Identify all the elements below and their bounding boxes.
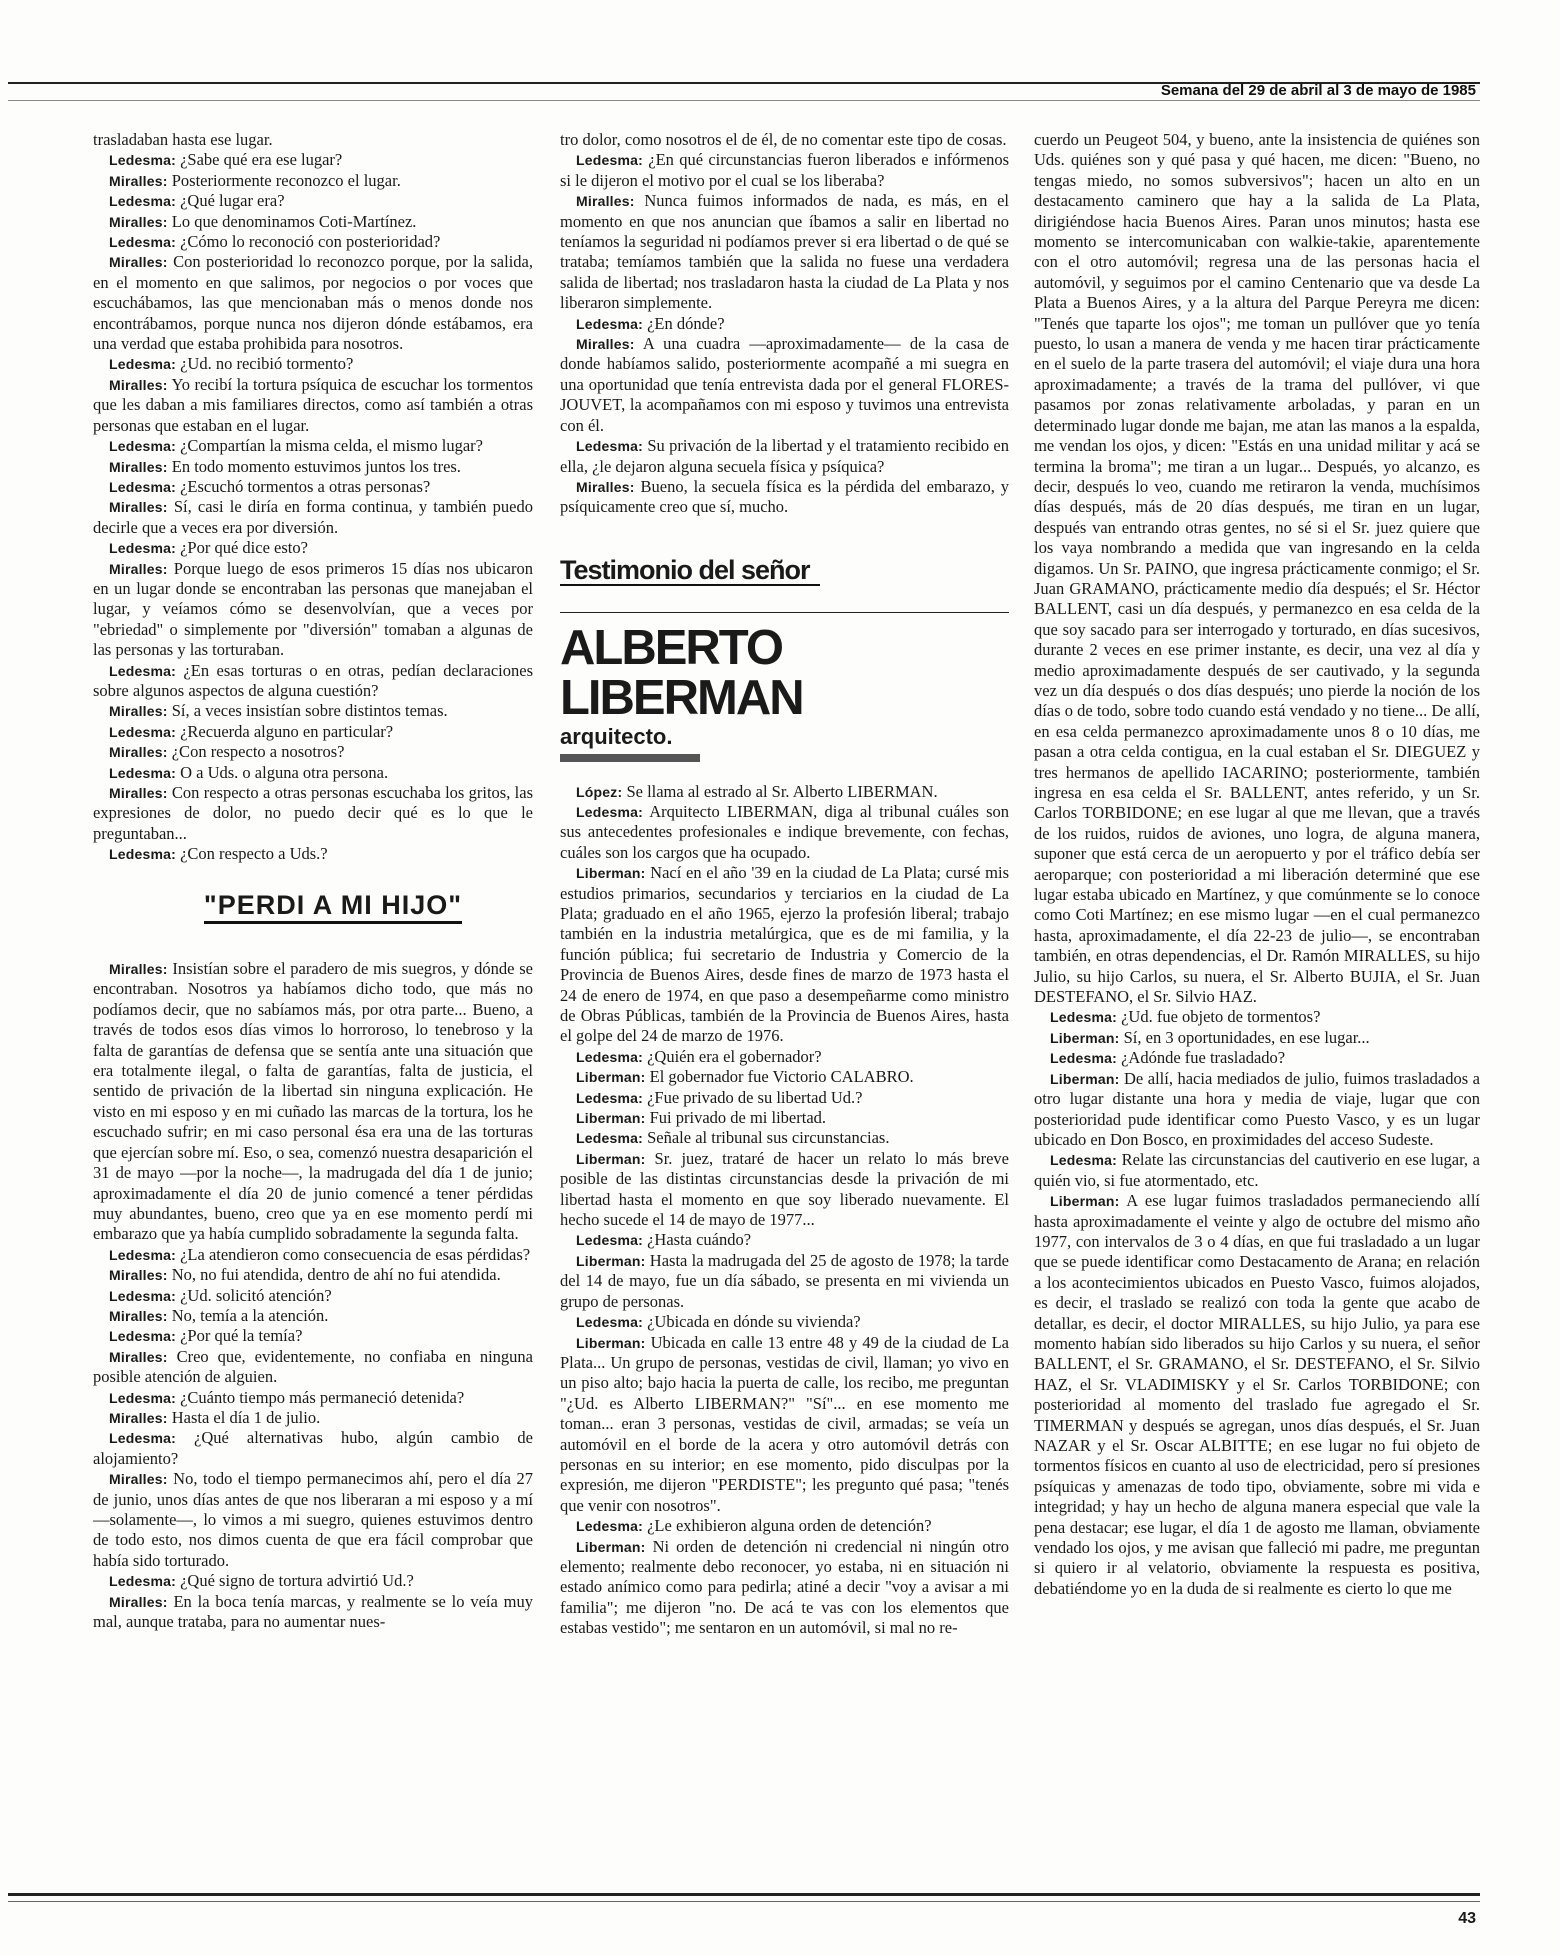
paragraph: Ledesma: ¿Qué lugar era?: [109, 191, 285, 211]
paragraph: Liberman: De allí, hacia mediados de julio, fuimos trasladados a otro lugar distante una hora y media de viaje, lugar que con posterioridad pude identificar como Puesto Vasco, y es un lugar ubicado en Don Bosco, en proximidades del acceso Sudeste.: [1034, 1068, 1480, 1149]
paragraph: Ledesma: ¿Recuerda alguno en particular?: [109, 721, 394, 741]
col1-dialogue-2: [93, 959, 533, 1632]
paragraph: López: Se llama al estrado al Sr. Alberto LIBERMAN.: [576, 781, 938, 801]
paragraph: Miralles: ¿Con respecto a nosotros?: [109, 742, 345, 762]
paragraph: Ledesma: ¿Hasta cuándo?: [576, 1230, 752, 1250]
paragraph: Miralles: En todo momento estuvimos juntos los tres.: [109, 456, 461, 476]
paragraph: Ledesma: ¿Con respecto a Uds.?: [109, 844, 328, 864]
paragraph: Miralles: Con respecto a otras personas escuchaba los gritos, las expresiones de dolor, no puedo decir qué es lo que le preguntaban...: [93, 783, 533, 843]
column-1: [93, 130, 533, 1875]
paragraph: Ledesma: ¿Por qué la temía?: [109, 1326, 303, 1346]
paragraph: Miralles: Bueno, la secuela física es la pérdida del embarazo, y psíquicamente creo que sí, mucho.: [560, 476, 1009, 517]
paragraph: Ledesma: O a Uds. o alguna otra persona.: [109, 762, 389, 782]
paragraph: Miralles: Yo recibí la tortura psíquica de escuchar los tormentos que les daban a mis familiares directos, como así también a otras personas que estaban en el lugar.: [93, 374, 533, 435]
paragraph: cuerdo un Peugeot 504, y bueno, ante la insistencia de quiénes son Uds. quiénes son y qué pasa y qué hacen, me dicen: "Bueno, no tengas miedo, no somos subversivos"; hacen un alto en un destacamento caminero que hay a la salida de La Plata, dirigiéndose hacia Buenos Aires. Paran unos minutos; hasta ese momento se intercomunicaban con walkie-takie, aparentemente con el otro automóvil; regresa una de las personas hacia el automóvil, y seguimos por el camino Centenario que va desde La Plata a Buenos Aires, y a la altura del Parque Pereyra me dicen: "Tenés que taparte los ojos"; me toman un pullóver que yo tenía puesto, lo usan a manera de venda y me hacen tirar prácticamente en el suelo de la parte trasera del automóvil; el viaje dura una hora aproximadamente; a través de la trama del pullóver, vi que pasamos por zonas relativamente arboladas, y paran en un determinado lugar donde me bajan, me atan las manos a la espalda, me vendan los ojos, y dicen: "Estás en una unidad militar y acá se termina la broma"; me tiran a un lugar... Después, yo alcanzo, es decir, después lo veo, cuando me retiraron la venda, muchísimos días después, más de 20 días después, me tiran en un lugar, después van entrando otras gentes, no sé si el Sr. juez quiere que los vaya nombrando a medida que van ingresando en la celda digamos. Un Sr. PAINO, que ingresa prácticamente conmigo; el Sr. Juan GRAMANO, prácticamente medio día después; el Sr. Héctor BALLENT, casi un día después, y permanezco en esa celda de la que soy sacado para ser interrogado y torturado, en días sucesivos, durante 2 veces en ese primer instante, es decir, una vez al día y medio aproximadamente después de ser cautivado, y la segunda vez un día después o dos días después; uno pierde la noción de los días o de todo, sobre todo cuando está vendado y no tiene... De allí, en esa celda permanezco aproximadamente unos 8 o 10 días, me pasan a otra celda contigua, en la cual estaban el Sr. DIEGUEZ y tres hermanos de apellido IACARINO; posteriormente, también ingresa en esa celda el Sr. BALLENT, antes referido, y un Sr. Carlos TORBIDONE; en ese lugar al que me llevan, que a través de los ruidos, ruidos de aviones, uno logra, de alguna manera, suponer que está cerca de un aeropuerto y por el tráfico debía ser aeroparque; con posterioridad a mi liberación determiné que ese lugar estaba ubicado en Martínez, y que comúnmente se lo conoce como Coti Martínez; en ese mismo lugar —en el cual permanezco hasta, aproximadamente, el día 22-23 de julio—, se encontraban también, en otras dependencias, el Dr. Ramón MIRALLES, su hijo Julio, su hijo Carlos, su nuera, el Sr. Alberto BUJIA, el Sr. Juan DESTEFANO, el Sr. Silvio HAZ.: [1034, 130, 1480, 1007]
paragraph: Liberman: Nací en el año '39 en la ciudad de La Plata; cursé mis estudios primarios, secundarios y terciarios en la ciudad de La Plata; graduado en el año 1965, ejerzo la profesión liberal; trabajo también en la industria metalúrgica, que es de mi familia, y la función pública; fui secretario de Industria y Comercio de la Provincia de Buenos Aires, desde fines de marzo de 1973 hasta el 24 de enero de 1974, en que paso a desempeñarme como ministro de Obras Públicas, también de la Provincia de Buenos Aires, hasta el golpe del 24 de marzo de 1976.: [560, 863, 1009, 1046]
paragraph: Miralles: A una cuadra —aproximadamente— de la casa de donde habíamos salido, posteriormente acompañé a mi suegra en una oportunidad que tenía entrevista dada por el general FLORES-JOUVET, la acompañamos con mi esposo y tuvimos una entrevista con él.: [560, 334, 1009, 435]
paragraph: Miralles: No, temía a la atención.: [109, 1305, 329, 1325]
paragraph: Ledesma: ¿Quién era el gobernador?: [576, 1046, 822, 1066]
col1-dialogue: [93, 130, 533, 865]
witness-name: ALBERTO LIBERMAN: [560, 612, 1009, 723]
page-number: 43: [1458, 1910, 1476, 1927]
paragraph: tro dolor, como nosotros el de él, de no comentar este tipo de cosas.: [560, 130, 1007, 149]
paragraph: Ledesma: ¿Ud. solicitó atención?: [109, 1285, 332, 1305]
paragraph: Miralles: Sí, a veces insistían sobre distintos temas.: [109, 701, 448, 721]
paragraph: Liberman: Hasta la madrugada del 25 de agosto de 1978; la tarde del 14 de mayo, fue un día sábado, se presenta en mi vivienda un grupo de personas.: [560, 1250, 1009, 1311]
paragraph: Miralles: Sí, casi le diría en forma continua, y también puedo decirle que a veces era por diversión.: [93, 497, 533, 537]
paragraph: Liberman: A ese lugar fuimos trasladados permaneciendo allí hasta aproximadamente el veinte y algo de octubre del mismo año 1977, con intervalos de 3 o 4 días, en que fui trasladado a un lugar que se puede identificar como Destacamento de Arana; en relación a los acontecimientos ubicados en Puesto Vasco, fuimos alojados, es decir, el traslado se realizó con toda la gente que acabo de detallar, es decir, el doctor MIRALLES, su hijo Julio, ya para ese momento habían sido liberados su hijo Carlos y su nuera, el señor BALLENT, el Sr. GRAMANO, el Sr. DESTEFANO, el Sr. Silvio HAZ, el Sr. VLADIMISKY y el Sr. Carlos TORBIDONE; con posterioridad al momento del traslado fue agregado el Sr. TIMERMAN y después se agregan, unos días después, el Sr. Juan NAZAR y el Sr. Oscar ALBITTE; en ese lugar no fui objeto de tormentos físicos en cuanto al uso de electricidad, pero sí presiones psíquicas y amenazas de todo tipo, obviamente, sobre mi vida e integridad; y hay un hecho de alguna manera especial que vale la pena destacar; ese lugar, el día 1 de agosto me llaman, obviamente vendado los ojos, y me avisan que falleció mi padre, me preguntan si quiero ir al velatorio, obviamente la respuesta es positiva, debatiéndome yo en la duda de si realmente es cierto lo que me: [1034, 1191, 1480, 1598]
paragraph: Miralles: En la boca tenía marcas, y realmente se lo veía muy mal, aunque trataba, para no aumentar nues-: [93, 1591, 533, 1632]
paragraph: Miralles: Posteriormente reconozco el lugar.: [109, 170, 401, 190]
paragraph: Liberman: El gobernador fue Victorio CALABRO.: [576, 1067, 914, 1087]
paragraph: Ledesma: ¿Sabe qué era ese lugar?: [109, 150, 343, 170]
paragraph: Ledesma: ¿Ud. fue objeto de tormentos?: [1050, 1007, 1321, 1027]
paragraph: Ledesma: ¿Compartían la misma celda, el mismo lugar?: [109, 436, 483, 456]
footer-rule: [8, 1893, 1480, 1896]
paragraph: Ledesma: ¿Escuchó tormentos a otras personas?: [109, 476, 431, 496]
col2-dialogue: [560, 130, 1009, 518]
paragraph: Ledesma: Su privación de la libertad y el tratamiento recibido en ella, ¿le dejaron alguna secuela física y psíquica?: [560, 436, 1009, 476]
col2-dialogue-2: [560, 782, 1009, 1639]
paragraph: Ledesma: ¿Por qué dice esto?: [109, 538, 308, 558]
column-2: [560, 130, 1009, 1875]
paragraph: Ledesma: ¿En qué circunstancias fueron liberados e infórmenos si le dijeron el motivo por el cual se los liberaba?: [560, 150, 1009, 190]
paragraph: Ledesma: ¿La atendieron como consecuencia de esas pérdidas?: [109, 1244, 531, 1264]
paragraph: Miralles: Porque luego de esos primeros 15 días nos ubicaron en un lugar donde se encontraban las personas que manejaban el lugar, y veíamos cómo se desenvolvían, que a veces por "ebriedad" o simplemente por "diversión" tomaban a algunas de las personas y las torturaban.: [93, 558, 533, 660]
paragraph: Ledesma: ¿Fue privado de su libertad Ud.?: [576, 1087, 863, 1107]
paragraph: Ledesma: ¿Cuánto tiempo más permaneció detenida?: [109, 1387, 465, 1407]
paragraph: Ledesma: ¿Ud. no recibió tormento?: [109, 354, 354, 374]
issue-date: Semana del 29 de abril al 3 de mayo de 1985: [1160, 82, 1476, 99]
paragraph: Ledesma: ¿En dónde?: [576, 313, 725, 333]
paragraph: Miralles: Hasta el día 1 de julio.: [109, 1407, 321, 1427]
footer-rule-thin: [8, 1901, 1480, 1902]
paragraph: Miralles: No, todo el tiempo permanecimos ahí, pero el día 27 de junio, unos días antes de que nos liberaran a mi esposo y a mí —solamente—, lo vimos a mi suegro, quienes estuvimos dentro de todo esto, nos dimos cuenta de que era fácil comprobar que había sido torturado.: [93, 1469, 533, 1570]
paragraph: Miralles: Insistían sobre el paradero de mis suegros, y dónde se encontraban. Nosotros ya habíamos dicho todo, que más no podíamos decir, que no sabíamos más, por otra parte... Bueno, a través de todos esos días vimos lo horroroso, lo tenebroso y la falta de garantías de defensa que se sentía ante una situación que era totalmente ilegal, o falta de garantías, falta de justicia, el sentido de privación de la libertad sin ninguna explicación. He visto en mi esposo y en mi cuñado las marcas de la tortura, los he escuchado sufrir; en mi caso personal ésa era una de las torturas que ejercían sobre mí. Eso, o sea, comenzó nuestra desaparición el 31 de mayo —por la noche—, la madrugada del día 1 de junio; aproximadamente el día 20 de junio comencé a tener pérdidas muy abundantes, bueno, creo que ya en ese momento perdí mi embarazo que ya había cumplido sobradamente la segunda falta.: [93, 959, 533, 1244]
paragraph: Liberman: Fui privado de mi libertad.: [576, 1108, 827, 1128]
paragraph: Miralles: Nunca fuimos informados de nada, es más, en el momento en que nos anuncian que íbamos a salir en libertad no teníamos la seguridad ni podíamos prever si era libertad o de qué se trataba; temíamos también que la salida no fuese una verdadera salida de libertad; nos trasladaron hasta la ciudad de La Plata y nos liberaron simplemente.: [560, 191, 1009, 313]
paragraph: Ledesma: ¿En esas torturas o en otras, pedían declaraciones sobre algunos aspectos de alguna cuestión?: [93, 660, 533, 700]
testimony-kicker: Testimonio del señor: [560, 560, 820, 586]
paragraph: Ledesma: ¿Adónde fue trasladado?: [1050, 1048, 1286, 1068]
paragraph: Liberman: Ni orden de detención ni credencial ni ningún otro elemento; realmente debo reconocer, yo estaba, ni en situación ni estado anímico como para pedirla; atiné a decir "voy a avisar a mi familia"; me dijeron "no. De acá te vas con los elementos que estabas vestido"; me sentaron en un automóvil, si mal no re-: [560, 1536, 1009, 1638]
decorative-bar: [560, 754, 700, 762]
witness-profession: arquitecto.: [560, 724, 673, 750]
header-rule-thin: [8, 100, 1480, 101]
paragraph: Ledesma: ¿Le exhibieron alguna orden de detención?: [576, 1516, 932, 1536]
paragraph: Ledesma: ¿Ubicada en dónde su vivienda?: [576, 1312, 861, 1332]
section-heading: "PERDI A MI HIJO": [133, 895, 533, 919]
paragraph: Miralles: No, no fui atendida, dentro de ahí no fui atendida.: [109, 1265, 501, 1285]
paragraph: Miralles: Lo que denominamos Coti-Martínez.: [109, 211, 417, 231]
paragraph: Miralles: Con posterioridad lo reconozco porque, por la salida, en el momento en que salimos, por negocios o por voces que escuchábamos, las que mencionaban más o menos donde nos encontrábamos, porque nunca nos dijeron dónde estábamos, era una verdad que estaba prohibida para nosotros.: [93, 252, 533, 354]
paragraph: Ledesma: ¿Cómo lo reconoció con posterioridad?: [109, 232, 441, 252]
paragraph: Liberman: Ubicada en calle 13 entre 48 y 49 de la ciudad de La Plata... Un grupo de personas, vestidas de civil, llaman; yo vivo en un piso alto; bajo hacia la puerta de calle, los recibo, me preguntan "¿Ud. es Alberto LIBERMAN?" "Sí"... en ese momento me toman... eran 3 personas, vestidas de civil, armadas; se veía un automóvil en el borde de la acera y otro automóvil detrás con personas en su interior; en ese momento, pido disculpas por la expresión, me dijeron "PERDISTE"; les pregunto qué pasa; "tenés que venir con nosotros".: [560, 1332, 1009, 1515]
paragraph: Ledesma: ¿Qué alternativas hubo, algún cambio de alojamiento?: [93, 1428, 533, 1468]
column-3: [1034, 130, 1480, 1875]
paragraph: Miralles: Creo que, evidentemente, no confiaba en ninguna posible atención de alguien.: [93, 1346, 533, 1387]
paragraph: trasladaban hasta ese lugar.: [93, 130, 273, 149]
paragraph: Ledesma: Arquitecto LIBERMAN, diga al tribunal cuáles son sus antecedentes profesionales e indique brevemente, con fechas, cuáles son los cargos que ha ocupado.: [560, 801, 1009, 862]
paragraph: Ledesma: ¿Qué signo de tortura advirtió Ud.?: [109, 1571, 414, 1591]
paragraph: Liberman: Sí, en 3 oportunidades, en ese lugar...: [1050, 1027, 1370, 1047]
paragraph: Ledesma: Señale al tribunal sus circunstancias.: [576, 1128, 890, 1148]
paragraph: Ledesma: Relate las circunstancias del cautiverio en ese lugar, a quién vio, si fue atormentado, etc.: [1034, 1150, 1480, 1190]
paragraph: Liberman: Sr. juez, trataré de hacer un relato lo más breve posible de las distintas circunstancias desde la privación de mi libertad hasta el momento en que soy liberado nuevamente. El hecho sucede el 14 de mayo de 1977...: [560, 1148, 1009, 1230]
